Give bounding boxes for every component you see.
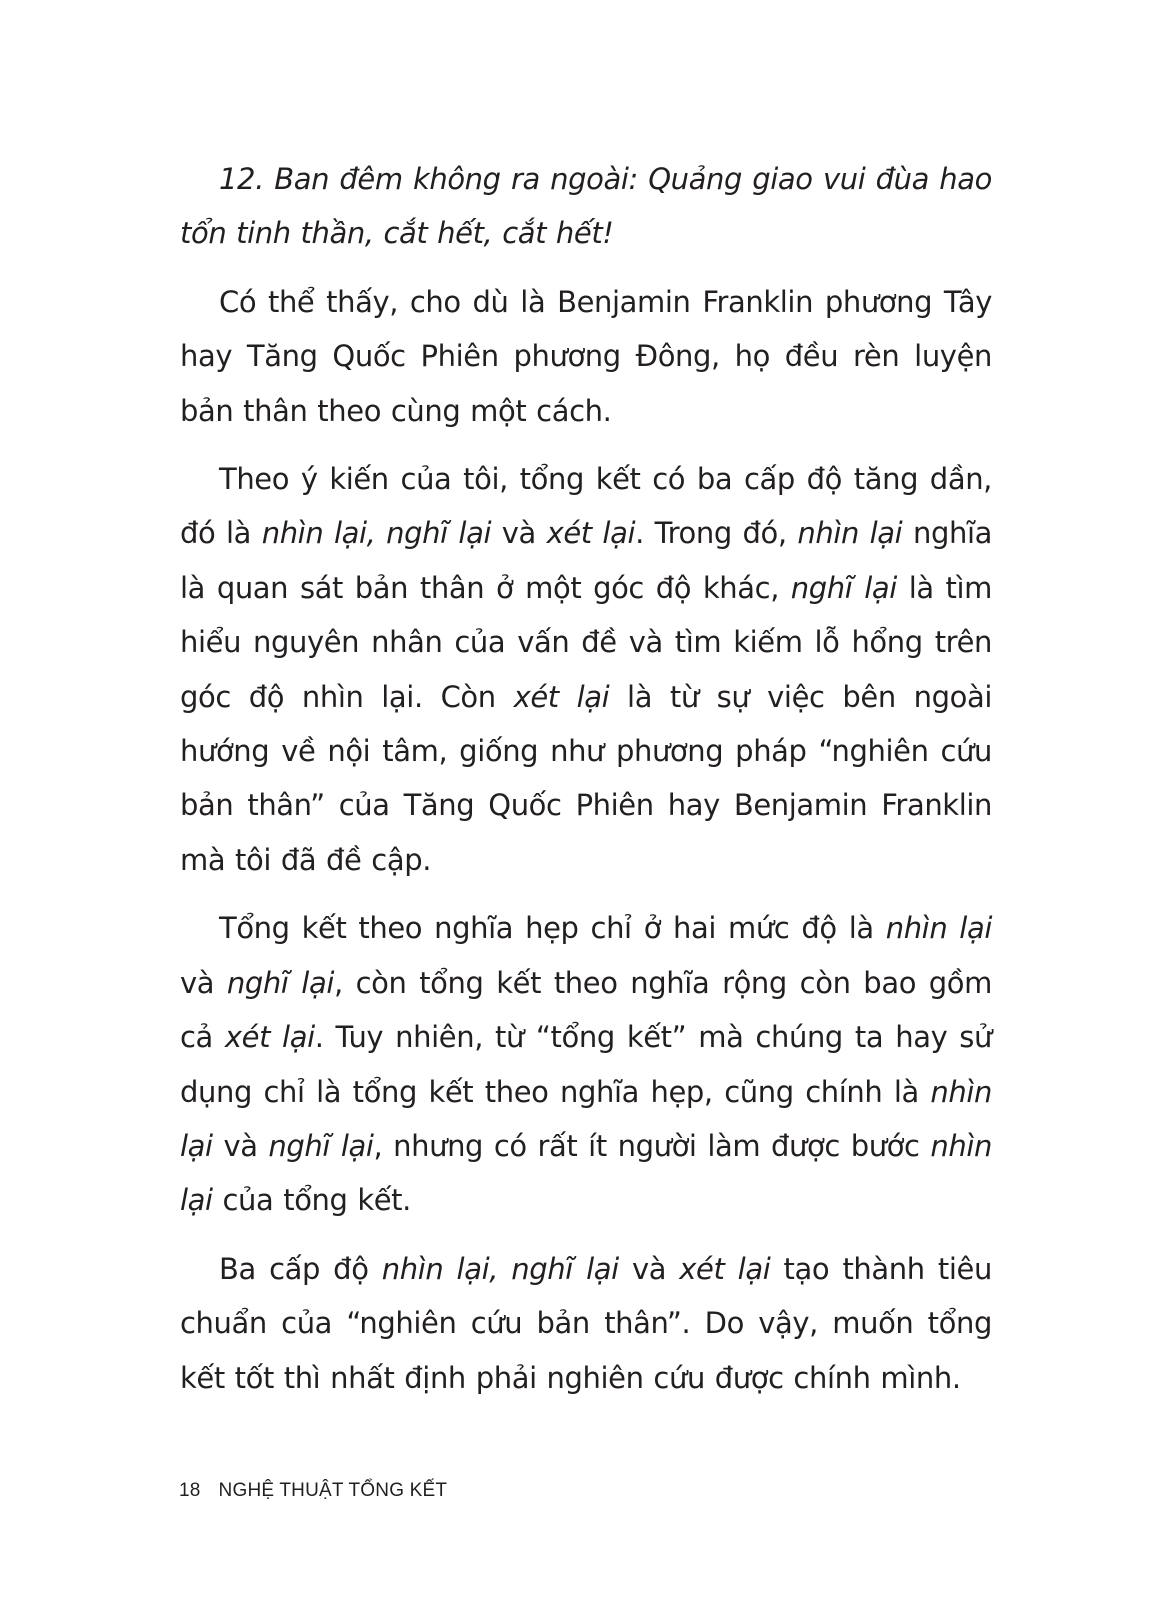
text-span: Ba cấp độ [219,1251,382,1286]
italic-text: xét lại [679,1251,771,1286]
text-span: , còn tổng kết theo nghĩa rộng còn bao gồm cả [180,965,992,1055]
text-span: , nhưng có rất ít người làm được bước [373,1128,931,1163]
page-footer [179,1480,447,1502]
running-title: NGHỆ THUẬT TỔNG KẾT [218,1480,448,1501]
text-span: và [180,965,227,1000]
italic-text: nghĩ lại [268,1128,374,1163]
text-span: là từ sự việc bên ngoài hướng về nội tâm, giống như phương pháp “nghiên cứu bản thân” của Tăng Quốc Phiên hay Benjamin Franklin mà tôi đã đề cập. [180,679,992,877]
italic-text: nghĩ lại [226,965,334,1000]
page-number: 18 [179,1480,201,1501]
text-span: tạo thành tiêu chuẩn của “nghiên cứu bản thân”. Do vậy, muốn tổng kết tốt thì nhất định phải nghiên cứu được chính mình. [180,1251,992,1395]
italic-text: nhìn lại [180,1074,992,1163]
text-span: nghĩa là quan sát bản thân ở một góc độ khác, [180,516,992,605]
italic-text: nhìn lại [180,1128,992,1218]
text-span: và [212,1128,269,1163]
paragraph-three-levels [180,452,992,887]
italic-text: xét lại [546,516,636,551]
text-span: là tìm hiểu nguyên nhân của vấn đề và tìm kiếm lỗ hổng trên góc độ nhìn lại. Còn [180,570,992,714]
paragraph-narrow-broad [180,901,992,1227]
italic-text: nhìn lại [797,516,903,551]
text-span: và [618,1251,680,1286]
italic-text: nghĩ lại [790,570,897,605]
text-span: Tổng kết theo nghĩa hẹp chỉ ở hai mức độ là [219,911,886,946]
body-text [180,152,992,1419]
text-span: . Tuy nhiên, từ “tổng kết” mà chúng ta hay sử dụng chỉ là tổng kết theo nghĩa hẹp, cũng chính là [180,1020,992,1109]
italic-text: xét lại [224,1020,315,1055]
text-span: . Trong đó, [635,516,798,551]
paragraph-franklin-comparison [180,275,992,438]
italic-text: nhìn lại, nghĩ lại [261,516,492,551]
italic-text: 12. Ban đêm không ra ngoài: Quảng giao vui đùa hao tổn tinh thần, cắt hết, cắt hết! [180,162,992,251]
italic-text: nhìn lại [885,911,992,946]
italic-text: xét lại [513,679,610,714]
text-span: và [491,516,547,551]
paragraph-rule-12 [180,152,992,261]
text-span: Có thể thấy, cho dù là Benjamin Franklin phương Tây hay Tăng Quốc Phiên phương Đông, họ đều rèn luyện bản thân theo cùng một cách. [180,284,992,428]
text-span: của tổng kết. [212,1183,411,1218]
paragraph-conclusion [180,1242,992,1405]
text-span: Theo ý kiến của tôi, tổng kết có ba cấp độ tăng dần, đó là [180,462,992,551]
italic-text: nhìn lại, nghĩ lại [381,1251,619,1286]
